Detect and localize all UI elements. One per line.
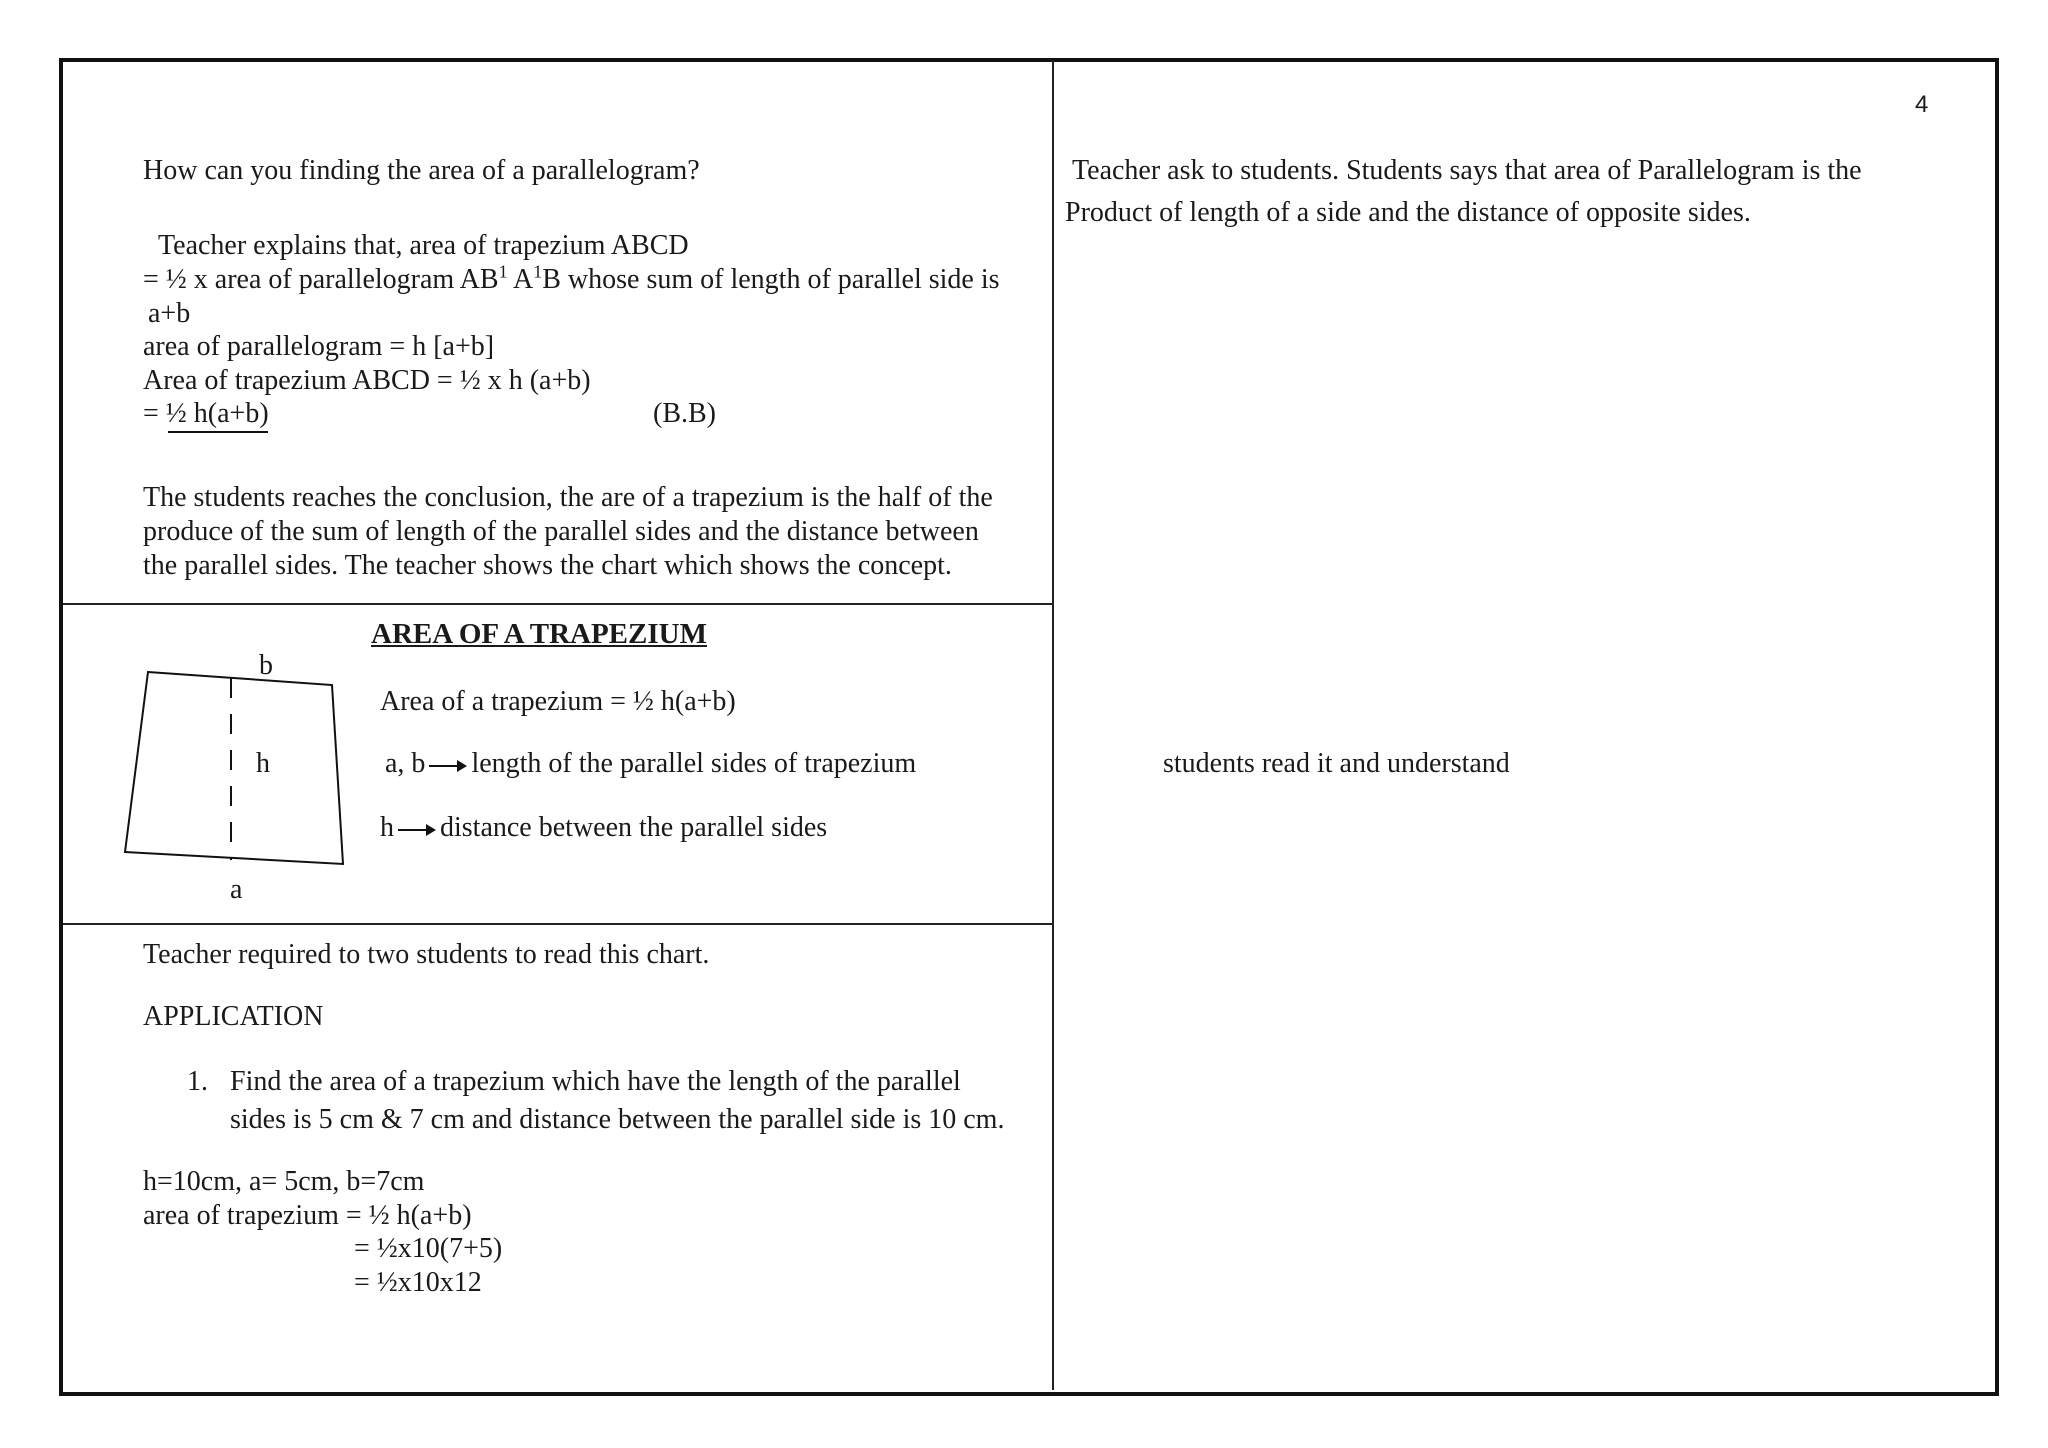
arrow-icon — [429, 765, 465, 767]
chart-h-definition: h distance between the parallel sides — [380, 812, 828, 843]
conclusion-line-3: the parallel sides. The teacher shows the chart which shows the concept. — [143, 550, 952, 581]
result-underline — [168, 431, 268, 433]
label-h: h — [256, 748, 270, 779]
page-number: 4 — [1915, 91, 1929, 118]
response-1-line-2: Product of length of a side and the distance of opposite sides. — [1065, 197, 1751, 228]
blackboard-marker: (B.B) — [653, 398, 716, 429]
chart-ab-definition: a, b length of the parallel sides of trapezium — [385, 748, 917, 779]
question-line-1: Find the area of a trapezium which have the length of the parallel — [230, 1066, 961, 1097]
row-divider-2 — [63, 923, 1053, 925]
trapezium-diagram — [115, 660, 355, 885]
explain-line-1: Teacher explains that, area of trapezium ABCD — [158, 230, 689, 261]
solution-step-1: area of trapezium = ½ h(a+b) — [143, 1200, 472, 1231]
label-b: b — [259, 650, 273, 681]
row-divider-1 — [63, 603, 1053, 605]
question-number: 1. — [187, 1066, 208, 1097]
response-1-line-1: Teacher ask to students. Students says that area of Parallelogram is the — [1072, 155, 1862, 186]
response-2: students read it and understand — [1163, 748, 1510, 779]
solution-step-3: = ½x10x12 — [354, 1267, 482, 1298]
column-divider — [1052, 60, 1054, 1390]
conclusion-line-2: produce of the sum of length of the parallel sides and the distance between — [143, 516, 979, 547]
explain-line-5: Area of trapezium ABCD = ½ x h (a+b) — [143, 365, 591, 396]
question-line-2: sides is 5 cm & 7 cm and distance between the parallel side is 10 cm. — [230, 1104, 1005, 1135]
chart-formula: Area of a trapezium = ½ h(a+b) — [380, 686, 736, 717]
trapezium-shape — [125, 672, 343, 864]
explain-line-6: = ½ h(a+b) — [143, 398, 269, 429]
question-text: How can you finding the area of a parallelogram? — [143, 155, 700, 186]
explain-line-3: a+b — [148, 298, 191, 329]
application-intro: Teacher required to two students to read this chart. — [143, 939, 710, 970]
conclusion-line-1: The students reaches the conclusion, the are of a trapezium is the half of the — [143, 482, 993, 513]
label-a: a — [230, 874, 243, 905]
given-values: h=10cm, a= 5cm, b=7cm — [143, 1166, 425, 1197]
application-heading: APPLICATION — [143, 1001, 324, 1032]
explain-line-4: area of parallelogram = h [a+b] — [143, 331, 495, 362]
explain-line-2: = ½ x area of parallelogram $AB^1$ $A^1B$ whose sum of length of parallel side is — [143, 261, 1000, 295]
solution-step-2: = ½x10(7+5) — [354, 1233, 503, 1264]
arrow-icon — [398, 829, 434, 831]
chart-title: AREA OF A TRAPEZIUM — [371, 618, 707, 650]
